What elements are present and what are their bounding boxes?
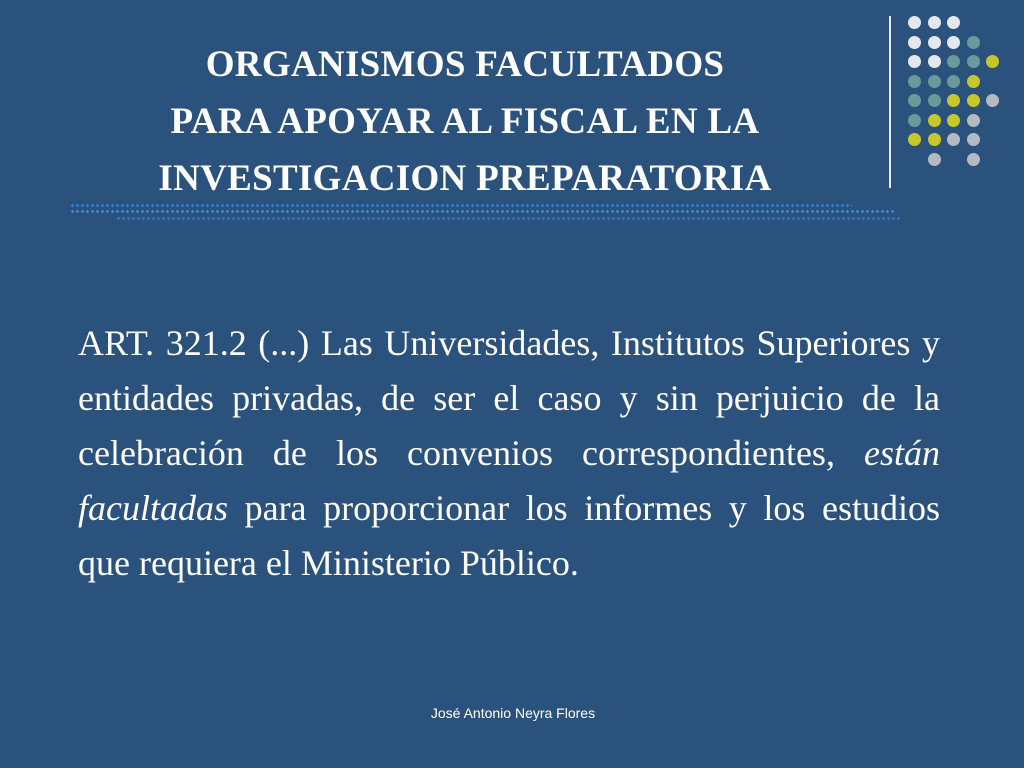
grid-dot <box>967 36 980 49</box>
grid-dot <box>908 133 921 146</box>
grid-dot <box>947 36 960 49</box>
grid-dot <box>928 153 941 166</box>
grid-dot <box>928 94 941 107</box>
article-text-part-2: para proporcionar los informes y los estudios que requiera el Ministerio Público. <box>78 488 940 583</box>
grid-dot <box>908 94 921 107</box>
grid-dot <box>947 75 960 88</box>
grid-dot <box>947 55 960 68</box>
footer-author: José Antonio Neyra Flores <box>430 705 596 721</box>
grid-dot <box>928 36 941 49</box>
grid-dot <box>908 55 921 68</box>
grid-dot <box>967 114 980 127</box>
grid-dot <box>928 55 941 68</box>
grid-dot <box>967 55 980 68</box>
grid-dot <box>986 94 999 107</box>
grid-dot <box>908 114 921 127</box>
article-text-emphasis: están facultadas <box>78 433 940 528</box>
dotted-divider-1 <box>70 204 852 207</box>
grid-dot <box>908 75 921 88</box>
decorative-dot-grid <box>908 16 1008 166</box>
title-line-1: ORGANISMOS FACULTADOS <box>205 44 725 85</box>
grid-dot <box>947 114 960 127</box>
grid-dot <box>928 75 941 88</box>
dotted-divider-2 <box>70 210 896 213</box>
article-text-part-1: ART. 321.2 (...) Las Universidades, Institutos Superiores y entidades privadas, de ser el caso y sin perjuicio de la celebración de los convenios correspondientes, <box>78 323 940 473</box>
grid-dot <box>967 75 980 88</box>
dotted-divider-3 <box>116 217 900 220</box>
grid-dot <box>928 114 941 127</box>
slide-title <box>40 36 890 207</box>
grid-dot <box>947 133 960 146</box>
title-line-3: INVESTIGACION PREPARATORIA <box>158 158 772 199</box>
grid-dot <box>928 133 941 146</box>
vertical-divider <box>889 16 891 188</box>
grid-dot <box>986 55 999 68</box>
title-line-2: PARA APOYAR AL FISCAL EN LA <box>170 101 760 142</box>
grid-dot <box>928 16 941 29</box>
article-text <box>78 316 940 591</box>
grid-dot <box>908 16 921 29</box>
grid-dot <box>947 16 960 29</box>
grid-dot <box>967 94 980 107</box>
grid-dot <box>967 133 980 146</box>
grid-dot <box>967 153 980 166</box>
grid-dot <box>908 36 921 49</box>
grid-dot <box>947 94 960 107</box>
